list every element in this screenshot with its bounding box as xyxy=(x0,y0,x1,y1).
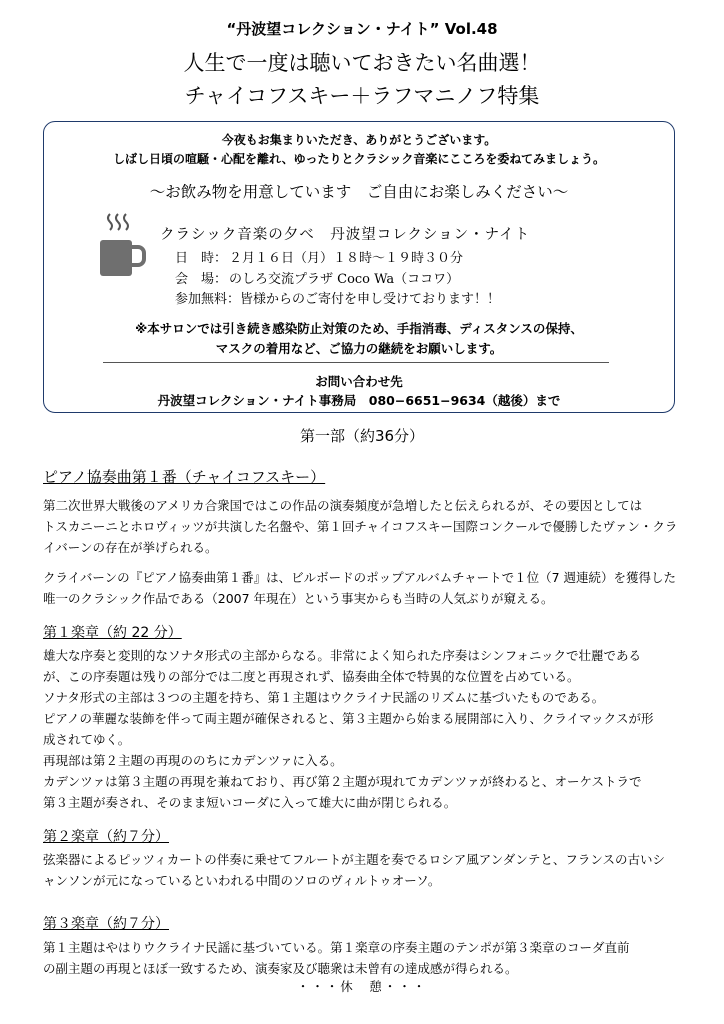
text-line: 雄大な序奏と変則的なソナタ形式の主部からなる。非常によく知られた序奏はシンフォニックで壮麗である xyxy=(43,648,641,663)
divider xyxy=(103,362,609,363)
text-line: が、この序奏題は残りの部分では二度と再現されず、協奏曲全体で特異的な位置を占めている。 xyxy=(43,669,580,684)
event-date-label: 日 時： xyxy=(175,251,228,266)
event-venue-value: のしろ交流プラザ Coco Wa（ココワ） xyxy=(229,272,460,287)
text-line: クライバーンの『ピアノ協奏曲第１番』は、ビルボードのポップアルバムチャートで１位（7 週連続）を獲得した xyxy=(43,570,677,585)
notice-line2: マスクの着用など、ご協力の継続をお願いします。 xyxy=(215,341,503,356)
welcome-line2: しばし日頃の喧騒・心配を離れ、ゆったりとクラシック音楽にこころを委ねてみましょう。 xyxy=(112,152,606,166)
event-fee: 参加無料：皆様からのご寄付を申し受けております！！ xyxy=(175,292,501,307)
piece-intro1 xyxy=(43,495,683,558)
part-title: 第一部（約36分） xyxy=(299,427,425,445)
movement2-title: 第２楽章（約７分） xyxy=(43,829,169,845)
event-date-value: ２月１６日（月）１８時〜１９時３０分 xyxy=(229,251,464,266)
event-date xyxy=(175,247,463,266)
movement1-title: 第１楽章（約 22 分） xyxy=(43,625,182,641)
text-line: ピアノの華麗な装飾を伴って両主題が確保されると、第３主題から始まる展開部に入り、クライマックスが形 xyxy=(43,711,654,726)
text-line: 唯一のクラシック作品である（2007 年現在）という事実からも当時の人気ぶりが窺える。 xyxy=(43,591,554,606)
info-box xyxy=(43,121,675,413)
text-line: 成されてゆく。 xyxy=(43,732,131,747)
event-venue-label: 会 場： xyxy=(175,272,228,287)
main-title-line1: 人生で一度は聴いておきたい名曲選！ xyxy=(183,51,541,75)
event-title: クラシック音楽の夕べ 丹波望コレクション・ナイト xyxy=(160,227,531,243)
movement3-text xyxy=(43,937,683,979)
contact-label: お問い合わせ先 xyxy=(315,374,403,389)
drinks-note: 〜お飲み物を用意しています ご自由にお楽しみください〜 xyxy=(149,183,569,201)
text-line: 第１主題はやはりウクライナ民謡に基づいている。第１楽章の序奏主題のテンポが第３楽章のコーダ直前 xyxy=(43,940,630,955)
text-line: 第二次世界大戦後のアメリカ合衆国ではこの作品の演奏頻度が急増したと伝えられるが、その要因としては xyxy=(43,498,643,513)
contact-line: 丹波望コレクション・ナイト事務局 080−6651−9634（越後）まで xyxy=(157,393,561,408)
movement1-text xyxy=(43,645,683,813)
text-line: イバーンの存在が挙げられる。 xyxy=(43,540,218,555)
text-line: 再現部は第２主題の再現ののちにカデンツァに入る。 xyxy=(43,753,343,768)
text-line: の副主題の再現とほぼ一致するため、演奏家及び聴衆は未曾有の達成感が得られる。 xyxy=(43,961,518,976)
text-line: カデンツァは第３主題の再現を兼ねており、再び第２主題が現れてカデンツァが終わると、オーケストラで xyxy=(43,774,642,789)
welcome-line1: 今夜もお集まりいただき、ありがとうございます。 xyxy=(221,133,497,147)
text-line: ャンソンが元になっているといわれる中間のソロのヴィルトゥオーソ。 xyxy=(43,873,441,888)
text-line: トスカニーニとホロヴィッツが共演した名盤や、第１回チャイコフスキー国際コンクールで優勝したヴァン・クラ xyxy=(43,519,678,534)
main-title-line2: チャイコフスキー＋ラフマニノフ特集 xyxy=(184,84,540,108)
movement3-title: 第３楽章（約７分） xyxy=(43,916,169,932)
piece-title: ピアノ協奏曲第１番（チャイコフスキー） xyxy=(43,468,326,486)
coffee-mug-icon xyxy=(97,208,147,280)
notice-line1: ※本サロンでは引き続き感染防止対策のため、手指消毒、ディスタンスの保持、 xyxy=(135,321,583,336)
text-line: 弦楽器によるピッツィカートの伴奏に乗せてフルートが主題を奏でるロシア風アンダンテと、フランスの古いシ xyxy=(43,852,666,867)
text-line: 第３主題が奏され、そのまま短いコーダに入って雄大に曲が閉じられる。 xyxy=(43,795,457,810)
event-venue xyxy=(175,268,459,287)
piece-intro2 xyxy=(43,567,683,609)
intermission: ・・・休 憩・・・ xyxy=(296,979,428,994)
text-line: ソナタ形式の主部は３つの主題を持ち、第１主題はウクライナ民謡のリズムに基づいたものである。 xyxy=(43,690,605,705)
movement2-text xyxy=(43,849,683,891)
series-title: “丹波望コレクション・ナイト” Vol.48 xyxy=(226,20,498,38)
